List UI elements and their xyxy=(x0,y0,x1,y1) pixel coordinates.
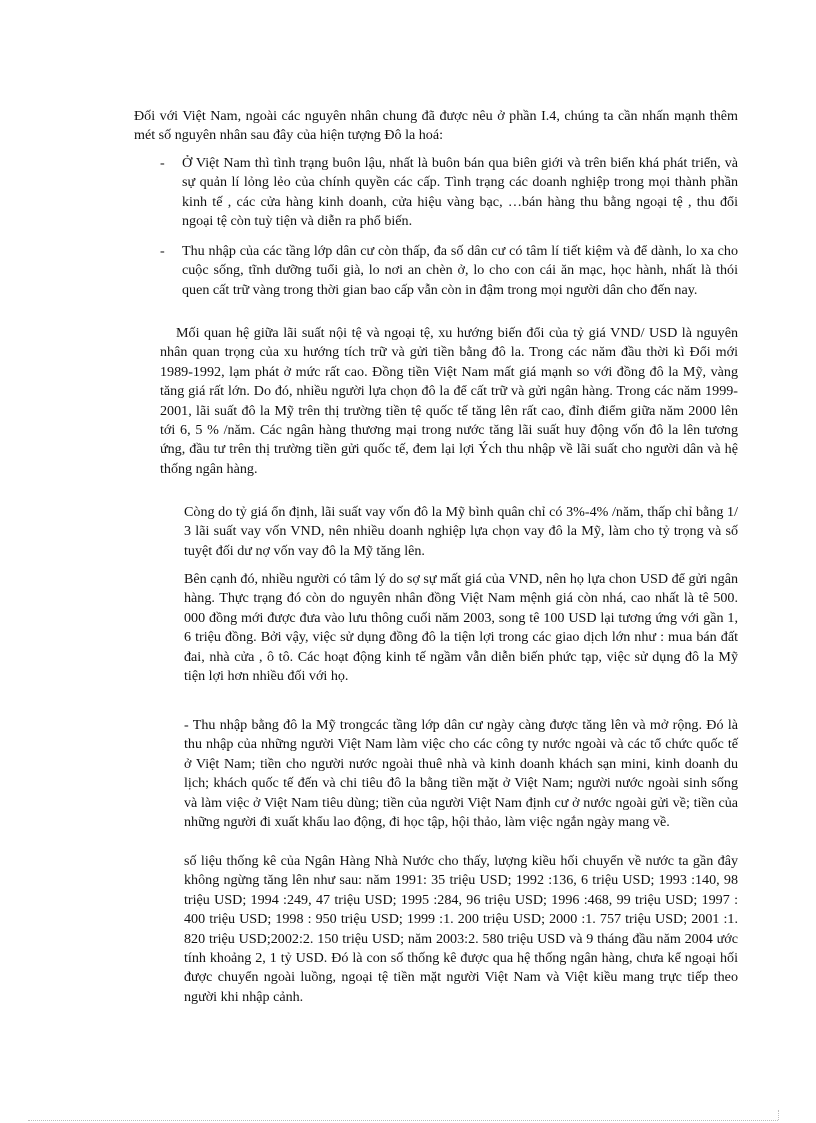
bullet-marker: - xyxy=(160,155,165,171)
bullet-item-smuggling xyxy=(160,154,738,232)
interest-rate-paragraph: Mối quan hệ giữa lãi suất nội tệ và ngoại tệ, xu hướng biến đổi của tỷ giá VND/ USD là nguyên nhân quan trọng của xu hướng tích trữ và gửi tiền bằng đô la. Trong các năm đầu thời kì Đổi mới 1989-1992, lạm phát ở mức rất cao. Đồng tiền Việt Nam mất giá mạnh so với đồng đô la Mỹ, vàng tăng giá rất lớn. Do đó, nhiều người lựa chọn đô la để cất trữ và gửi ngân hàng. Trong các năm 1999-2001, lãi suất đô la Mỹ trên thị trường tiền tệ quốc tế tăng lên rất cao, đỉnh điểm giữa năm 2000 lên tới 6, 5 % /năm. Các ngân hàng thương mại trong nước tăng lãi suất huy động vốn đô la lên tương ứng, đầu tư trên thị trường tiền gửi quốc tế, đem lại lợi Ých thu nhập về lãi suất cho người dân và hệ thống ngân hàng. xyxy=(160,325,738,477)
loans-paragraph: Còng do tỷ giá ổn định, lãi suất vay vốn đô la Mỹ bình quân chỉ có 3%-4% /năm, thấp chỉ bằng 1/ 3 lãi suất vay vốn VND, nên nhiều doanh nghiệp lựa chọn vay đô la Mỹ, làm cho tỷ trọng và số tuyệt đối dư nợ vốn vay đô la Mỹ tăng lên. xyxy=(184,504,738,559)
bullet-text: Thu nhập của các tầng lớp dân cư còn thấp, đa số dân cư có tâm lí tiết kiệm và để dành, lo xa cho cuộc sống, tĩnh dưỡng tuổi già, lo nơi an chèn ở, lo cho con cái ăn mạc, học hành, nhất là thói quen cất trữ vàng trong thời gian bao cấp vẫn còn in đậm trong mọi người dân cho đến nay. xyxy=(182,243,738,298)
bullet-text: Ở Việt Nam thì tình trạng buôn lậu, nhất là buôn bán qua biên giới và trên biển khá phát triển, và sự quản lí lỏng lẻo của chính quyền các cấp. Tình trạng các doanh nghiệp trong mọi thành phần kinh tế , các cửa hàng kinh doanh, cửa hiệu vàng bạc, …bán hàng thu bằng ngoại tệ , thu đổi ngoại tệ còn tuỳ tiện và diễn ra phổ biến. xyxy=(182,155,738,230)
remittance-statistics-paragraph: số liệu thống kê của Ngân Hàng Nhà Nước cho thấy, lượng kiều hối chuyển về nước ta gần đây không ngừng tăng lên như sau: năm 1991: 35 triệu USD; 1992 :136, 6 triệu USD; 1993 :140, 98 triệu USD; 1994 :249, 47 triệu USD; 1995 :284, 96 triệu USD; 1996 :468, 99 triệu USD; 1997 : 400 triệu USD; 1998 : 950 triệu USD; 1999 :1. 200 triệu USD; 2000 :1. 757 triệu USD; 2001 :1. 820 triệu USD;2002:2. 150 triệu USD; năm 2003:2. 580 triệu USD và 9 tháng đầu năm 2004 ước tính khoảng 2, 1 tỷ USD. Đó là con số thống kê được qua hệ thống ngân hàng, chưa kể ngoại hối được chuyển ngoài luồng, ngoại tệ tiền mặt người Việt Nam và Việt kiều mang trực tiếp theo người khi nhập cảnh. xyxy=(184,853,738,1005)
devaluation-paragraph: Bên cạnh đó, nhiều người có tâm lý do sợ sự mất giá của VND, nên họ lựa chon USD để gửi ngân hàng. Thực trạng đó còn do nguyên nhân đồng Việt Nam mệnh giá còn nhá, cao nhất là tê 500. 000 đồng mới được đưa vào lưu thông cuối năm 2003, song tê 100 USD lại tương ứng với gần 1, 6 triệu đồng. Bởi vậy, việc sử dụng đồng đô la tiện lợi trong các giao dịch lớn như : mua bán đất đai, nhà cửa , ô tô. Các hoạt động kinh tế ngầm vẫn diễn biến phức tạp, việc sử dụng đô la Mỹ tiện lợi hơn nhiều đối với họ. xyxy=(184,571,738,685)
bullet-marker: - xyxy=(160,243,165,259)
page-bottom-border xyxy=(28,1120,778,1121)
dollar-income-paragraph: - Thu nhập bằng đô la Mỹ trongcác tầng lớp dân cư ngày càng được tăng lên và mở rộng. Đó là thu nhập của những người Việt Nam làm việc cho các công ty nước ngoài và các tổ chức quốc tế ở Việt Nam; tiền cho người nước ngoài thuê nhà và kinh doanh khách sạn mini, kinh doanh du lịch; khách quốc tế đến và chi tiêu đô la bằng tiền mặt ở Việt Nam; người nước ngoài sinh sống và làm việc ở Việt Nam tiêu dùng; tiền của người Việt Nam định cư ở nước ngoài gửi về; tiền của những người đi xuất khẩu lao động, đi học tập, hội thảo, làm việc ngắn ngày mang về. xyxy=(184,717,738,831)
intro-paragraph: Đối với Việt Nam, ngoài các nguyên nhân chung đã được nêu ở phần I.4, chúng ta cần nhấn mạnh thêm mét số nguyên nhân sau đây của hiện tượng Đô la hoá: xyxy=(134,108,738,144)
bullet-item-savings xyxy=(160,242,738,300)
page-corner-mark xyxy=(778,1110,787,1120)
